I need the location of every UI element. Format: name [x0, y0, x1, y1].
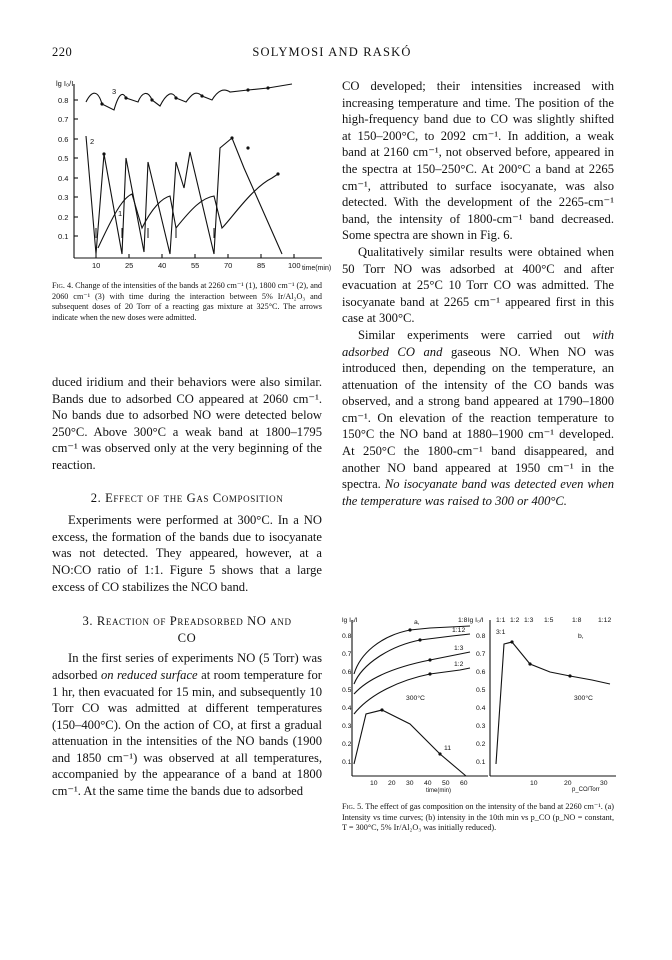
fig4-curve-3 [86, 84, 292, 110]
fig5a-y-tick: 0.1 [342, 759, 352, 766]
fig5a-curve-label: 1:3 [454, 645, 464, 652]
figure-5-caption-label: Fig. 5. [342, 802, 364, 811]
fig5a-curve-1-12 [354, 634, 470, 684]
figure-5-caption [342, 802, 614, 834]
fig4-y-tick: 0.7 [58, 115, 69, 124]
fig5b-temp: 300°C [574, 695, 593, 702]
right-paragraph-3-part-b: gaseous NO. When NO was introduced then, depending on the temperature, an attenuation of the intensity of the CO bands was observed, and a strong band appeared at 1790–1800 cm⁻¹. On elevation of the reaction temperature to 150°C the NO band at 1880–1900 cm⁻¹ developed. At 250°C the 1800-cm⁻¹ band disappeared, and another NO band appeared at 1950 cm⁻¹ in the spectra. [342, 344, 615, 492]
fig4-x-tick: 40 [158, 261, 167, 270]
fig4-x-tick: 70 [224, 261, 233, 270]
fig4-x-tick: 55 [191, 261, 200, 270]
left-column [52, 374, 322, 800]
fig5b-top-tick: 1:12 [598, 617, 612, 624]
fig5a-x-tick: 20 [388, 780, 396, 787]
fig5a-y-label: lg I₀/I [342, 617, 358, 624]
fig4-x-tick: 25 [125, 261, 134, 270]
fig5b-top-tick: 1:5 [544, 617, 554, 624]
right-paragraph-2: Qualitatively similar results were obtained when 50 Torr NO was adsorbed at 400°C and after evacuation at 25°C 10 Torr CO was admitted. The isocyanate band at 2265 cm⁻¹ appeared first in this case at 300°C. [342, 244, 614, 326]
fig4-x-tick: 10 [92, 261, 101, 270]
fig4-x-tick: 85 [257, 261, 266, 270]
fig5b-top-tick: 1:8 [572, 617, 582, 624]
fig5b-x-tick: 10 [530, 780, 538, 787]
fig5a-curve-label: 1:8 [458, 617, 468, 624]
page-number: 220 [52, 45, 73, 59]
fig5b-top-tick: 1:2 [510, 617, 520, 624]
fig4-x-tick-marks [96, 254, 294, 258]
fig5a-y-tick: 0.7 [342, 651, 352, 658]
fig4-y-label: lg I₀/I [56, 79, 74, 88]
section-2-title: 2. Effect of the Gas Composition [90, 490, 284, 505]
fig5b-y-tick: 0.2 [476, 741, 486, 748]
fig5a-y-tick: 0.8 [342, 633, 352, 640]
fig4-curve-2 [86, 136, 282, 254]
fig5a-x-tick: 50 [442, 780, 450, 787]
section-3-title-line-2: CO [177, 630, 197, 645]
fig5a-curve-11 [354, 710, 466, 776]
fig5b-top-tick: 1:3 [524, 617, 534, 624]
fig5a-curve-label: 1:12 [452, 627, 466, 634]
fig4-curve-label: 3 [112, 87, 117, 96]
fig5a-y-tick: 0.5 [342, 687, 352, 694]
fig4-x-label: time(min) [302, 265, 332, 272]
fig4-y-tick: 0.4 [58, 174, 69, 183]
fig4-y-tick: 0.8 [58, 96, 69, 105]
fig5a-x-label: time(min) [426, 788, 451, 794]
fig5b-extra-label: 3:1 [496, 629, 506, 636]
fig5b-y-label: lg I₀/I [468, 617, 484, 624]
fig5b-y-tick: 0.3 [476, 723, 486, 730]
fig5a-temp: 300°C [406, 695, 425, 702]
fig5b-y-tick: 0.4 [476, 705, 486, 712]
fig4-y-tick: 0.1 [58, 232, 69, 241]
fig5b-curve [496, 642, 610, 764]
figure-5 [340, 614, 622, 794]
section-3-title-line-1: 3. Reaction of Preadsorbed NO and [82, 614, 292, 629]
running-title: SOLYMOSI AND RASKÓ [252, 45, 412, 59]
left-paragraph-1: duced iridium and their behaviors were also similar. Bands due to adsorbed CO appeared at 2060 cm⁻¹. No bands due to adsorbed NO were detected below 250°C. Above 300°C a weak band at 1800–1795 cm⁻¹ was observed only at the very beginning of the reaction. [52, 375, 322, 472]
fig5a-y-tick: 0.3 [342, 723, 352, 730]
fig5b-y-tick: 0.5 [476, 687, 486, 694]
fig5b-panel-label: b, [578, 633, 584, 640]
left-paragraph-3-part-b: at room temperature for 1 hr, then evacuated for 15 min, and subsequently 10 Torr CO was admitted at different temperatures (150–400°C). On the action of CO, at first a gradual attenuation in the intensities of the NO bands (1900 and 1850 cm⁻¹) was observed at all temperatures, accompanied by the appearance of a band at 1800 cm⁻¹. At the same time the bands due to adsorbed [52, 667, 322, 799]
fig5b-y-tick: 0.8 [476, 633, 486, 640]
fig5a-y-tick: 0.4 [342, 705, 352, 712]
fig4-y-tick: 0.6 [58, 135, 69, 144]
left-paragraph-3-emphasis: on reduced surface [100, 667, 198, 682]
figure-4-caption-text: Change of the intensities of the bands at 2260 cm⁻¹ (1), 1800 cm⁻¹ (2), and 2060 cm⁻¹ (3) with time during the interaction between 5% Ir/Al₂O₃ and subsequent doses of 20 Torr of a reacting gas mixture at 325°C. The arrows indicate when the new doses were admitted. [52, 281, 323, 323]
fig5a-x-tick: 40 [424, 780, 432, 787]
fig5a-curve-1-2 [354, 668, 470, 714]
fig4-curve-label: 2 [90, 137, 95, 146]
fig4-curve-label: 1 [118, 209, 123, 218]
fig4-y-tick: 0.3 [58, 193, 69, 202]
figure-4-caption [52, 281, 322, 324]
fig5a-curve-label: 1:2 [454, 661, 464, 668]
fig5b-top-tick: 1:1 [496, 617, 506, 624]
right-column [342, 78, 614, 509]
fig5b-x-tick: 30 [600, 780, 608, 787]
fig5b-y-tick: 0.1 [476, 759, 486, 766]
right-paragraph-3-part-a: Similar experiments were carried out [358, 327, 593, 342]
right-paragraph-1: CO developed; their intensities increased with increasing temperature and time. The position of the high-frequency band due to CO was slightly shifted at 150–200°C, to 2092 cm⁻¹. In addition, a weak band at 2160 cm⁻¹, not observed before, appeared in the spectra at 150–250°C. At 200°C a band at 2265 cm⁻¹, attributed to surface isocyanate, was also detected. With the development of the 2265-cm⁻¹ band, the intensity of 1800-cm⁻¹ band decreased. Some spectra are shown in Fig. 6. [342, 79, 614, 243]
fig5a-panel-label: a, [414, 619, 420, 626]
fig5a-x-tick: 10 [370, 780, 378, 787]
fig5b-x-tick: 20 [564, 780, 572, 787]
fig4-y-tick-marks [74, 100, 78, 236]
fig5b-x-label: p_CO/Torr [572, 787, 600, 793]
right-paragraph-3-emphasis-2: No isocyanate band was detected even when the temperature was raised to 300 or 400°C. [342, 477, 614, 508]
figure-4-caption-label: Fig. 4. [52, 281, 74, 290]
left-paragraph-3-part-a: In the first series of experiments NO (5 Torr) was adsorbed [52, 651, 322, 682]
left-paragraph-3 [52, 650, 322, 799]
fig4-y-tick: 0.5 [58, 154, 69, 163]
fig5b-y-tick: 0.6 [476, 669, 486, 676]
right-paragraph-3-emphasis-1: with adsorbed CO and [342, 327, 614, 359]
left-paragraph-2: Experiments were performed at 300°C. In a NO excess, the formation of the bands due to isocyanate was not detected. They appeared, however, at a NO:CO ratio of 1:1. Figure 5 shows that a large excess of CO stabilizes the NCO band. [52, 513, 322, 594]
fig4-dose-arrows [96, 228, 214, 238]
fig5a-curve-label: 11 [444, 745, 452, 752]
figure-4 [52, 78, 332, 278]
fig5a-y-tick: 0.2 [342, 741, 352, 748]
fig4-x-tick: 100 [288, 261, 301, 270]
fig5a-x-tick: 60 [460, 780, 468, 787]
figure-5-caption-text: The effect of gas composition on the intensity of the band at 2260 cm⁻¹. (a) Intensity vs time curves; (b) intensity in the 10th min vs p_CO (p_NO = constant, T = 300°C, 5% Ir/Al₂O₃ was initially reduced). [342, 802, 614, 833]
fig5a-x-tick: 30 [406, 780, 414, 787]
fig4-y-tick: 0.2 [58, 213, 69, 222]
fig5a-curve-1-3 [354, 652, 470, 694]
right-paragraph-3 [342, 327, 614, 510]
fig5a-y-tick: 0.6 [342, 669, 352, 676]
fig5b-y-tick: 0.7 [476, 651, 486, 658]
